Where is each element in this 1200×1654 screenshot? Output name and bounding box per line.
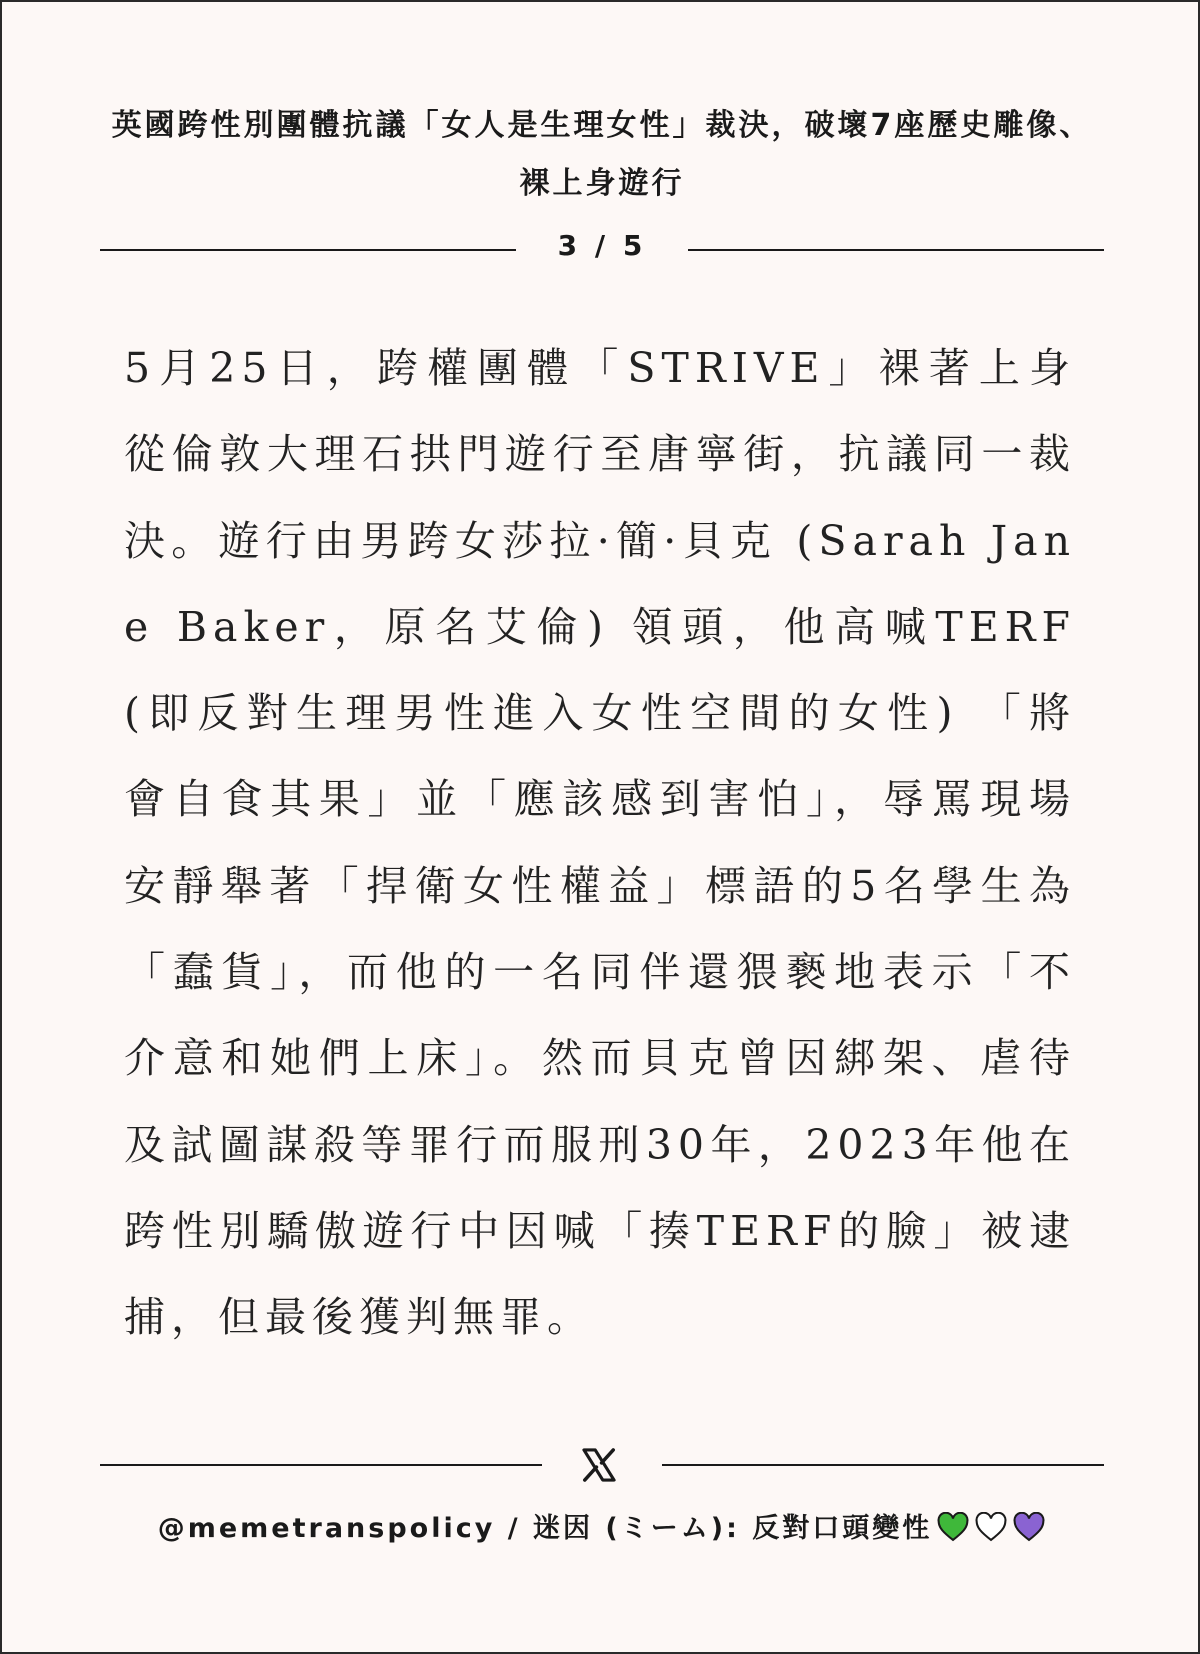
purple-heart-icon xyxy=(1012,1512,1046,1542)
page-indicator: 3 / 5 xyxy=(557,229,647,262)
header-divider-right xyxy=(688,249,1104,251)
footer-divider-left xyxy=(100,1464,542,1466)
white-heart-icon xyxy=(974,1512,1008,1542)
header-divider-left xyxy=(100,249,516,251)
footer-divider-right xyxy=(662,1464,1104,1466)
page-title: 英國跨性別團體抗議「女人是生理女性」裁決，破壞7座歷史雕像、裸上身遊行 xyxy=(111,108,1093,201)
footer-credit-text: @memetranspolicy / 迷因 (ミーム): 反對口頭變性 xyxy=(157,1513,933,1544)
article-body: 5月25日，跨權團體「STRIVE」裸著上身從倫敦大理石拱門遊行至唐寧街，抗議同一裁決。遊行由男跨女莎拉·簡·貝克 (Sarah Jane Baker，原名艾倫) 領頭，他高喊TERF (即反對生理男性進入女性空間的女性) 「將會自食其果」並「應該感到害怕」，辱罵現場安靜舉著「捍衛女性權益」標語的5名學生為「蠢貨」，而他的一名同伴還猥褻地表示「不介意和她們上床」。然而貝克曾因綁架、虐待及試圖謀殺等罪行而服刑30年，2023年他在跨性別驕傲遊行中因喊「揍TERF的臉」被逮捕，但最後獲判無罪。 xyxy=(124,344,1076,1342)
x-logo-icon xyxy=(580,1446,618,1484)
green-heart-icon xyxy=(936,1512,970,1542)
footer-credit xyxy=(102,1507,1102,1551)
